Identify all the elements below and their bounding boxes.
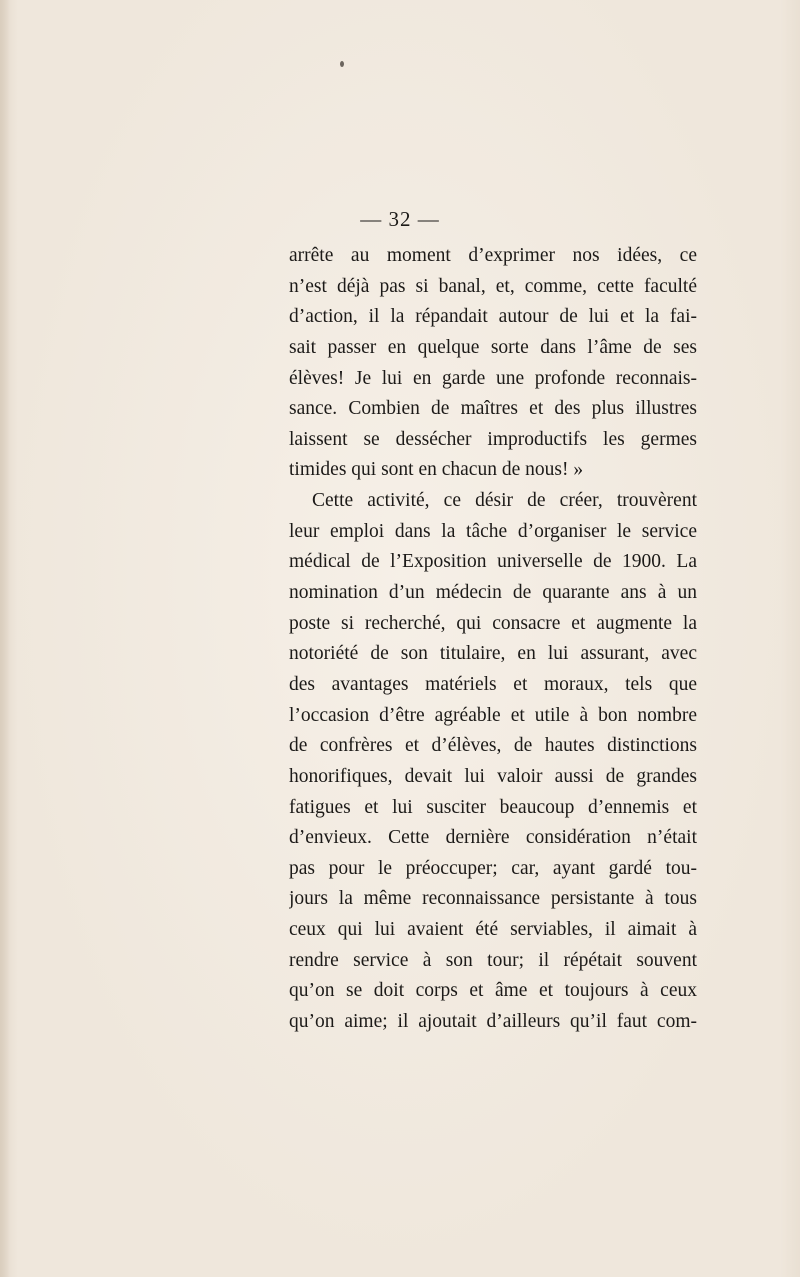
text-line: médical de l’Exposition universelle de 1900. La bbox=[289, 551, 697, 573]
ink-speck bbox=[340, 61, 344, 67]
page-gutter-shadow bbox=[0, 0, 10, 1277]
text-line: rendre service à son tour; il répétait souvent bbox=[289, 949, 697, 971]
text-line: laissent se dessécher improductifs les germes bbox=[289, 428, 697, 450]
text-line: arrête au moment d’exprimer nos idées, ce bbox=[289, 245, 697, 266]
text-line: notoriété de son titulaire, en lui assurant, avec bbox=[289, 643, 697, 665]
text-line: des avantages matériels et moraux, tels que bbox=[289, 673, 697, 695]
text-line: poste si recherché, qui consacre et augmente la bbox=[289, 612, 697, 634]
text-line: qu’on se doit corps et âme et toujours à ceux bbox=[289, 980, 697, 1002]
text-line: leur emploi dans la tâche d’organiser le service bbox=[289, 520, 697, 542]
text-line: de confrères et d’élèves, de hautes distinctions bbox=[289, 735, 697, 757]
text-line: n’est déjà pas si banal, et, comme, cette faculté bbox=[289, 275, 697, 297]
text-line: nomination d’un médecin de quarante ans à un bbox=[289, 582, 697, 604]
text-line: sait passer en quelque sorte dans l’âme de ses bbox=[289, 336, 697, 358]
text-line: d’envieux. Cette dernière considération n’était bbox=[289, 827, 697, 849]
page-number: — 32 — bbox=[360, 207, 440, 231]
text-line: pas pour le préoccuper; car, ayant gardé tou- bbox=[289, 857, 697, 879]
text-line: timides qui sont en chacun de nous! » bbox=[289, 459, 584, 481]
text-line: d’action, il la répandait autour de lui et la fai- bbox=[289, 306, 697, 328]
text-line: l’occasion d’être agréable et utile à bon nombre bbox=[289, 704, 697, 726]
text-line: jours la même reconnaissance persistante à tous bbox=[289, 888, 697, 910]
text-line: sance. Combien de maîtres et des plus illustres bbox=[289, 398, 697, 420]
text-line: qu’on aime; il ajoutait d’ailleurs qu’il faut com- bbox=[289, 1011, 697, 1033]
text-line: fatigues et lui susciter beaucoup d’ennemis et bbox=[289, 796, 697, 818]
body-text bbox=[289, 241, 697, 1038]
text-line: ceux qui lui avaient été serviables, il aimait à bbox=[289, 919, 697, 941]
text-line: honorifiques, devait lui valoir aussi de grandes bbox=[289, 765, 697, 787]
text-line: élèves! Je lui en garde une profonde reconnais- bbox=[289, 367, 697, 389]
text-line: Cette activité, ce désir de créer, trouvèrent bbox=[312, 490, 697, 512]
